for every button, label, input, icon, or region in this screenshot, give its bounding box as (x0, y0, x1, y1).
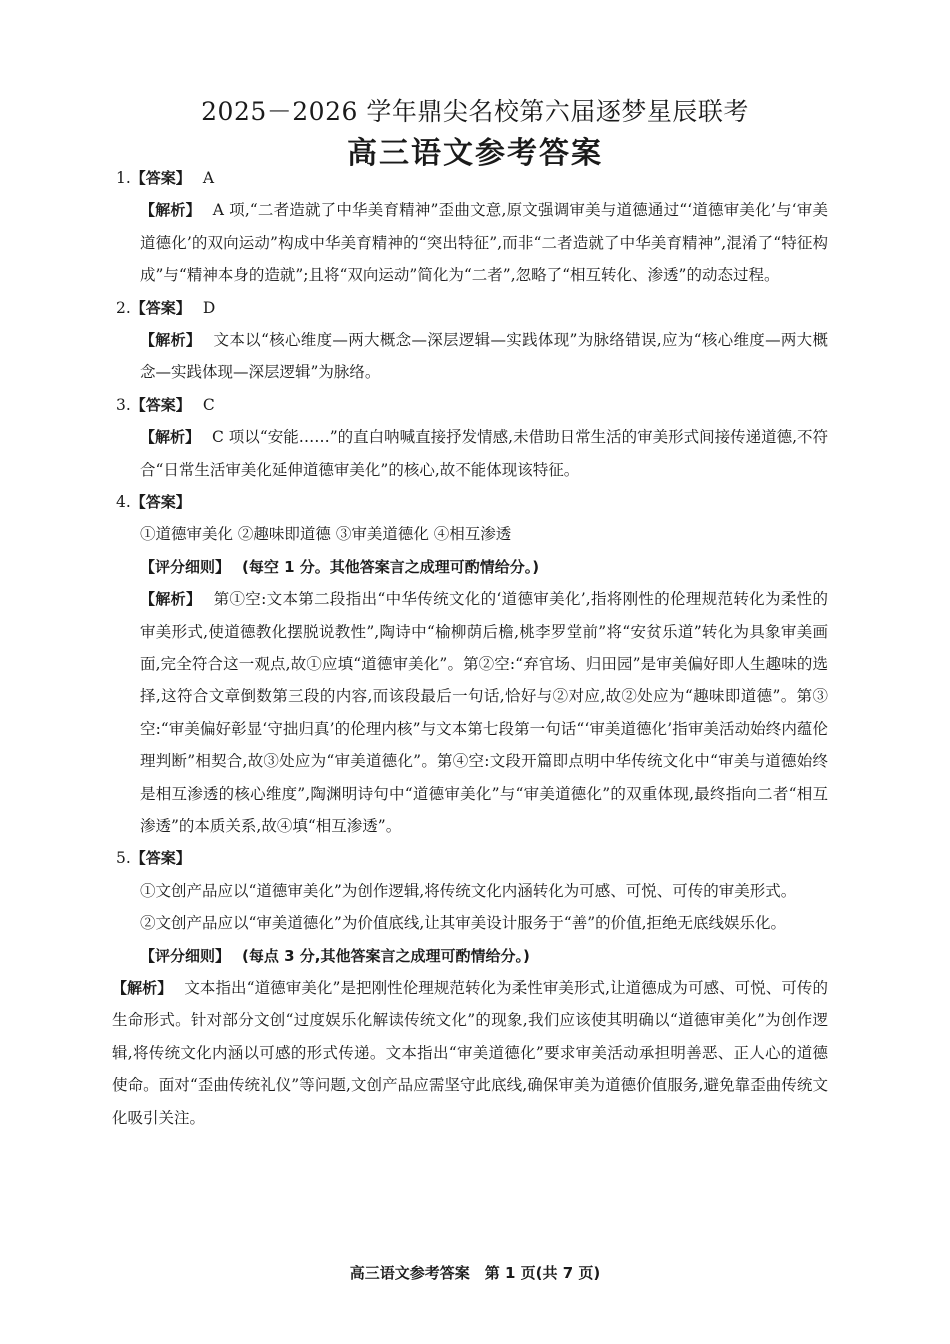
analysis-label: 【解析】 (112, 979, 173, 998)
q2-analysis: 文本以“核心维度—两大概念—深层逻辑—实践体现”为脉络错误,应为“核心维度—两大概念—实践体现—深层逻辑”为脉络。 (140, 331, 828, 382)
q5-analysis: 文本指出“道德审美化”是把刚性伦理规范转化为柔性审美形式,让道德成为可感、可悦、可传的生命形式。针对部分文创“过度娱乐化解读传统文化”的现象,我们应该使其明确以“道德审美化”为创作逻辑,将传统文化内涵以可感的形式传递。文本指出“审美道德化”要求审美活动承担明善恶、正人心的道德使命。面对“歪曲传统礼仪”等问题,文创产品应需坚守此底线,确保审美为道德价值服务,避免靠歪曲传统文化吸引关注。 (112, 979, 828, 1127)
q4-analysis-block (116, 583, 828, 842)
analysis-label: 【解析】 (140, 590, 202, 609)
q3-analysis-block (116, 421, 828, 486)
analysis-label: 【解析】 (140, 201, 201, 220)
scoring-label: 【评分细则】 (140, 557, 231, 576)
q1-analysis-block (116, 194, 828, 291)
q3-answer: C (202, 395, 215, 414)
answer-label: 【答案】 (130, 849, 191, 868)
q2-number: 2. (116, 298, 131, 317)
q4-number: 4. (116, 493, 131, 512)
q2-analysis-block (116, 324, 828, 389)
q2-answer: D (202, 298, 216, 317)
q2-answer-line (116, 292, 828, 324)
answer-content (112, 162, 829, 1134)
scoring-label: 【评分细则】 (140, 946, 231, 965)
answer-label: 【答案】 (130, 395, 191, 414)
q5-number: 5. (116, 849, 131, 868)
answer-label: 【答案】 (130, 298, 191, 317)
q4-scoring-line (116, 551, 828, 583)
q5-point-2: ②文创产品应以“审美道德化”为价值底线,让其审美设计服务于“善”的价值,拒绝无底线娱乐化。 (140, 914, 787, 933)
q3-answer-line (116, 389, 828, 421)
answer-label: 【答案】 (130, 493, 191, 512)
q1-number: 1. (116, 169, 131, 187)
q3-analysis: C 项以“安能……”的直白呐喊直接抒发情感,未借助日常生活的审美形式间接传递道德,不符合“日常生活审美化延伸道德审美化”的核心,故不能体现该特征。 (140, 428, 829, 479)
exam-title: 2025－2026 学年鼎尖名校第六届逐梦星辰联考 (201, 97, 749, 126)
analysis-label: 【解析】 (140, 331, 202, 349)
answer-label: 【答案】 (130, 169, 191, 187)
q4-analysis: 第①空:文本第二段指出“中华传统文化的‘道德审美化’,指将刚性的伦理规范转化为柔性的审美形式,使道德教化摆脱说教性”,陶诗中“榆柳荫后檐,桃李罗堂前”将“安贫乐道”转化为具象审美画面,完全符合这一观点,故①应填“道德审美化”。第②空:“弃官场、归田园”是审美偏好即人生趣味的选择,这符合文章倒数第三段的内容,而该段最后一句话,恰好与②对应,故②处应为“趣味即道德”。第③空:“审美偏好彰显‘守拙归真’的伦理内核”与文本第七段第一句话“‘审美道德化’指审美活动始终内蕴伦理判断”相契合,故③处应为“审美道德化”。第④空:文段开篇即点明中华传统文化中“审美与道德始终是相互渗透的核心维度”,陶渊明诗句中“道德审美化”与“审美道德化”的双重体现,最终指向二者“相互渗透”的本质关系,故④填“相互渗透”。 (140, 590, 828, 836)
analysis-label: 【解析】 (140, 428, 201, 447)
q1-answer: A (202, 169, 215, 187)
q1-analysis: A 项,“二者造就了中华美育精神”歪曲文意,原文强调审美与道德通过“‘道德审美化’与‘审美道德化’的双向运动”构成中华美育精神的“突出特征”,而非“二者造就了中华美育精神”,混淆了“特征构成”与“精神本身的造就”;且将“双向运动”简化为“二者”,忽略了“相互转化、渗透”的动态过程。 (140, 201, 828, 285)
q1-answer-line (116, 162, 828, 194)
q5-scoring-line (116, 940, 828, 972)
document-title: 高三语文参考答案 (347, 136, 603, 171)
q4-answer: ①道德审美化 ②趣味即道德 ③审美道德化 ④相互渗透 (140, 525, 512, 544)
q3-number: 3. (116, 395, 131, 414)
q5-scoring: (每点 3 分,其他答案言之成理可酌情给分。) (242, 946, 530, 965)
q5-analysis-block (112, 972, 828, 1134)
page-footer: 高三语文参考答案 第 1 页(共 7 页) (349, 1264, 601, 1282)
q4-answer-line (116, 486, 828, 518)
q5-answer-line (116, 842, 828, 874)
q4-scoring: (每空 1 分。其他答案言之成理可酌情给分。) (242, 557, 540, 576)
q5-point-1: ①文创产品应以“道德审美化”为创作逻辑,将传统文化内涵转化为可感、可悦、可传的审美形式。 (140, 881, 797, 900)
